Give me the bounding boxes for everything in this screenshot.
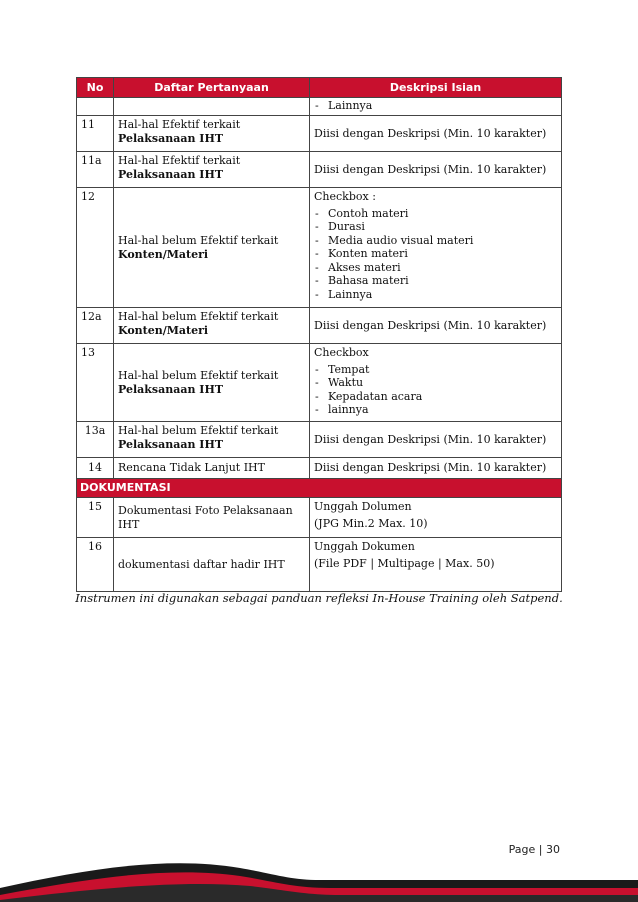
row-no: 14: [77, 458, 114, 479]
row-description: [310, 98, 562, 116]
question-bold: Pelaksanaan IHT: [118, 437, 224, 451]
row-question: [114, 116, 310, 152]
footer-swoosh: [0, 848, 638, 902]
question-text: Hal-hal belum Efektif terkait: [118, 234, 279, 247]
question-bold: Pelaksanaan IHT: [118, 382, 224, 396]
header-question: Daftar Pertanyaan: [114, 78, 310, 98]
row-no: [77, 98, 114, 116]
header-description: Deskripsi Isian: [310, 78, 562, 98]
row-no: 16: [77, 538, 114, 592]
row-question: Rencana Tidak Lanjut IHT: [114, 458, 310, 479]
question-bold: Konten/Materi: [118, 247, 209, 261]
checkbox-list: [314, 207, 557, 302]
table-caption: Instrumen ini digunakan sebagai panduan refleksi In-House Training oleh Satpend.: [75, 591, 563, 605]
row-description: [310, 538, 562, 592]
row-no: 13: [77, 344, 114, 422]
list-item: - Kepadatan acara: [314, 390, 557, 404]
checkbox-list: [314, 363, 557, 417]
row-question: [114, 344, 310, 422]
document-body: [76, 77, 561, 592]
list-item: - Lainnya: [314, 288, 557, 302]
row-question: Dokumentasi Foto Pelaksanaan IHT: [114, 498, 310, 538]
row-description: Diisi dengan Deskripsi (Min. 10 karakter): [310, 308, 562, 344]
list-item: - Akses materi: [314, 261, 557, 275]
table-row: [77, 308, 562, 344]
checkbox-heading: Checkbox: [314, 346, 369, 359]
row-question: [114, 188, 310, 308]
table-row: [77, 458, 562, 479]
table-row: [77, 498, 562, 538]
question-text: Hal-hal Efektif terkait: [118, 118, 241, 131]
row-description: Diisi dengan Deskripsi (Min. 10 karakter): [310, 116, 562, 152]
row-no: 12a: [77, 308, 114, 344]
table-row: [77, 344, 562, 422]
question-bold: Pelaksanaan IHT: [118, 131, 224, 145]
section-title: DOKUMENTASI: [77, 479, 562, 498]
table-row: [77, 116, 562, 152]
question-bold: Konten/Materi: [118, 323, 209, 337]
list-item: - Bahasa materi: [314, 274, 557, 288]
row-description: Diisi dengan Deskripsi (Min. 10 karakter): [310, 422, 562, 458]
row-no: 12: [77, 188, 114, 308]
row-description: [310, 344, 562, 422]
list-item: - Lainnya: [314, 99, 557, 113]
table-row: [77, 152, 562, 188]
section-row: [77, 479, 562, 498]
page-number: Page | 30: [508, 843, 560, 856]
row-description: [310, 498, 562, 538]
row-question: [114, 152, 310, 188]
list-item: - Tempat: [314, 363, 557, 377]
list-item: - lainnya: [314, 403, 557, 417]
checkbox-heading: Checkbox :: [314, 190, 376, 203]
upload-label: Unggah Dolumen: [314, 500, 412, 513]
upload-spec: (JPG Min.2 Max. 10): [314, 516, 428, 530]
upload-spec: (File PDF | Multipage | Max. 50): [314, 556, 495, 570]
instrument-table: [76, 77, 562, 592]
question-bold: Pelaksanaan IHT: [118, 167, 224, 181]
row-question: [114, 98, 310, 116]
list-item: - Media audio visual materi: [314, 234, 557, 248]
table-header-row: [77, 78, 562, 98]
row-question: [114, 308, 310, 344]
table-row: [77, 98, 562, 116]
row-question: dokumentasi daftar hadir IHT: [114, 538, 310, 592]
list-item: - Konten materi: [314, 247, 557, 261]
question-text: Hal-hal belum Efektif terkait: [118, 310, 279, 323]
row-description: Diisi dengan Deskripsi (Min. 10 karakter): [310, 152, 562, 188]
question-text: Hal-hal belum Efektif terkait: [118, 424, 279, 437]
list-item: - Waktu: [314, 376, 557, 390]
upload-label: Unggah Dokumen: [314, 540, 415, 553]
question-text: Hal-hal belum Efektif terkait: [118, 369, 279, 382]
row-description: [310, 188, 562, 308]
row-no: 11a: [77, 152, 114, 188]
list-item: - Contoh materi: [314, 207, 557, 221]
row-no: 15: [77, 498, 114, 538]
table-row: [77, 188, 562, 308]
table-row: [77, 538, 562, 592]
row-description: Diisi dengan Deskripsi (Min. 10 karakter): [310, 458, 562, 479]
row-no: 11: [77, 116, 114, 152]
table-row: [77, 422, 562, 458]
list-item: - Durasi: [314, 220, 557, 234]
question-text: Hal-hal Efektif terkait: [118, 154, 241, 167]
row-no: 13a: [77, 422, 114, 458]
row-question: [114, 422, 310, 458]
header-no: No: [77, 78, 114, 98]
